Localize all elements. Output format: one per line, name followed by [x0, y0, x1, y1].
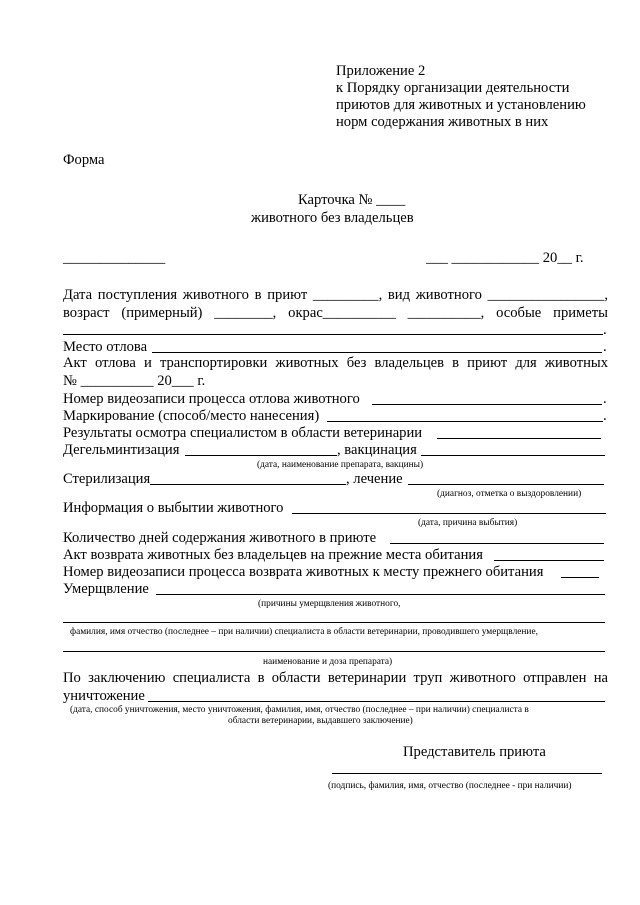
- sterilization-blank: [150, 484, 346, 485]
- departure-caption: (дата, причина выбытия): [418, 518, 518, 528]
- euthanasia-label: Умерщвление: [63, 581, 149, 597]
- disposal-blank: [148, 701, 605, 702]
- intake-age-blank: ________,: [214, 305, 277, 321]
- video-return-label: Номер видеозаписи процесса возврата животных к месту прежнего обитания: [63, 564, 544, 580]
- vaccination-blank: [421, 455, 605, 456]
- annex-line-1: Приложение 2: [336, 63, 426, 79]
- annex-line-3: приютов для животных и установлению: [336, 97, 586, 113]
- euthanasia-caption-2: фамилия, имя отчество (последнее – при наличии) специалиста в области ветеринарии, проводившего умерщвление,: [70, 627, 538, 637]
- marking-end: .: [603, 408, 607, 424]
- video-capture-label: Номер видеозаписи процесса отлова животного: [63, 391, 360, 407]
- capture-place-end: .: [603, 339, 607, 355]
- intake-line-2: [63, 305, 608, 322]
- intake-features-label: особые: [496, 305, 542, 321]
- vet-exam-label: Результаты осмотра специалистом в области ветеринарии: [63, 425, 423, 441]
- signature-blank: [332, 773, 602, 774]
- disposal-caption-2: области ветеринарии, выдавшего заключение): [228, 716, 413, 726]
- deworming-label: Дегельминтизация: [63, 442, 180, 458]
- return-act-label: Акт возврата животных без владельцев на прежние места обитания: [63, 547, 483, 563]
- place-line: ______________: [63, 250, 166, 266]
- treatment-label: , лечение: [346, 471, 403, 487]
- intake-approx-label: (примерный): [121, 305, 203, 321]
- card-title: Карточка № ____: [298, 192, 406, 208]
- departure-label: Информация о выбытии животного: [63, 500, 284, 516]
- sterilization-label: Стерилизация: [63, 471, 151, 487]
- annex-line-4: норм содержания животных в них: [336, 114, 549, 130]
- disposal-line-1: По заключению специалиста в области ветеринарии труп животного отправлен на: [63, 670, 608, 686]
- treatment-blank: [408, 484, 604, 485]
- capture-act-line-2: № __________ 20___ г.: [63, 373, 206, 389]
- vet-exam-blank: [437, 438, 601, 439]
- days-kept-blank: [390, 543, 604, 544]
- return-act-blank: [494, 560, 604, 561]
- deworming-blank: [185, 455, 337, 456]
- intake-color-blank: __________,: [407, 305, 485, 321]
- intake-age-label: возраст: [63, 305, 110, 321]
- annex-line-2: к Порядку организации деятельности: [336, 80, 570, 96]
- euthanasia-caption-1: (причины умерщвления животного,: [258, 599, 401, 609]
- signature-caption: (подпись, фамилия, имя, отчество (последнее - при наличии): [328, 781, 572, 791]
- capture-place-blank: [152, 352, 602, 353]
- video-capture-blank: [372, 404, 602, 405]
- intake-line-end: .: [603, 322, 607, 338]
- treatment-caption: (диагноз, отметка о выздоровлении): [437, 489, 582, 499]
- vaccination-label: , вакцинация: [337, 442, 417, 458]
- euthanasia-blank-3: [63, 651, 605, 652]
- euthanasia-blank-2: [63, 622, 605, 623]
- signature-label: Представитель приюта: [403, 744, 546, 760]
- intake-blank-line: [63, 334, 603, 335]
- video-return-blank: [561, 577, 599, 578]
- capture-act-line-1: Акт отлова и транспортировки животных без владельцев в приют для животных: [63, 355, 608, 371]
- capture-place-label: Место отлова: [63, 339, 148, 355]
- disposal-caption-1: (дата, способ уничтожения, место уничтожения, фамилия, имя, отчество (последнее – при наличии) специалиста в: [70, 705, 529, 715]
- intake-line-1: Дата поступления животного в приют _________, вид животного ________________,: [63, 287, 608, 303]
- euthanasia-blank: [156, 594, 605, 595]
- intake-color-label: окрас__________: [288, 305, 396, 321]
- form-label: Форма: [63, 152, 105, 168]
- marking-label: Маркирование (способ/место нанесения): [63, 408, 320, 424]
- intake-features-label-2: приметы: [553, 305, 608, 321]
- video-capture-end: .: [603, 391, 607, 407]
- days-kept-label: Количество дней содержания животного в приюте: [63, 530, 377, 546]
- departure-blank: [292, 513, 606, 514]
- deworming-caption: (дата, наименование препарата, вакцины): [257, 460, 424, 470]
- euthanasia-caption-3: наименование и доза препарата): [263, 657, 393, 667]
- card-subtitle: животного без владельцев: [251, 210, 414, 226]
- date-line: ___ ____________ 20__ г.: [426, 250, 584, 266]
- marking-blank: [327, 421, 603, 422]
- disposal-label: уничтожение: [63, 688, 145, 704]
